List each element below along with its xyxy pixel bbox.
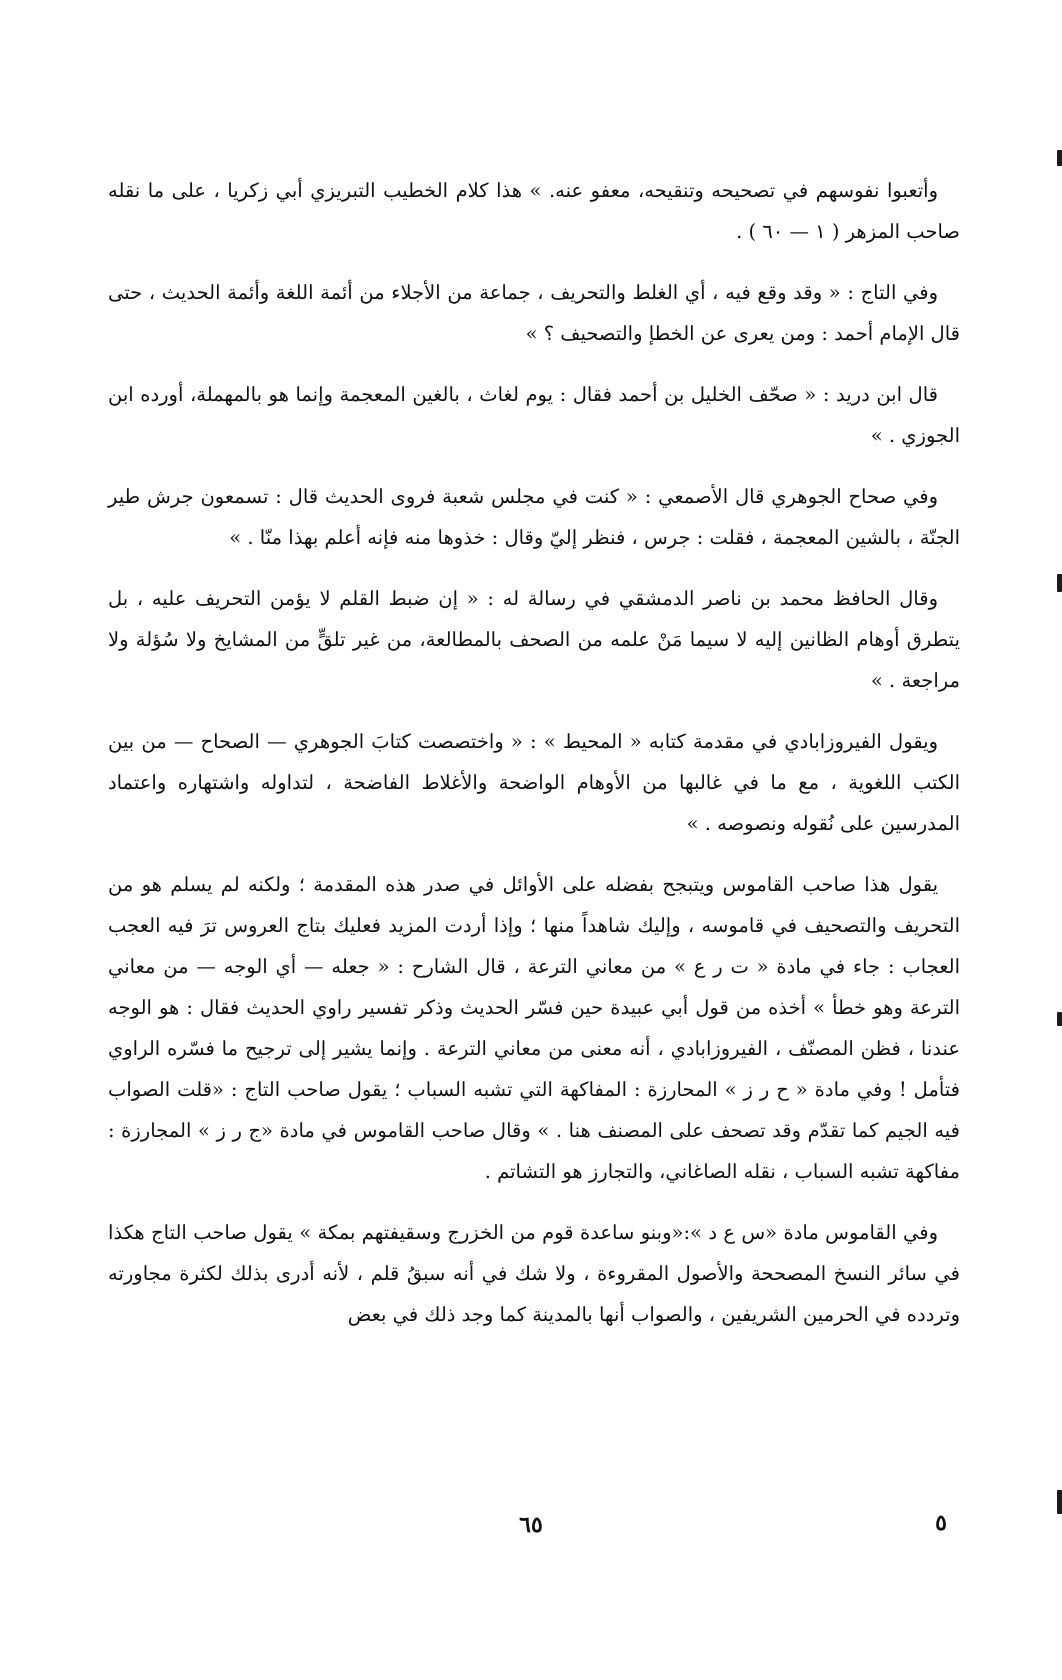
scan-edge-mark	[1057, 1012, 1062, 1026]
paragraph-sihah-asmai: وفي صحاح الجوهري قال الأصمعي : « كنت في مجلس شعبة فروى الحديث قال : تسمعون جرش طير الجنّة ، بالشين المعجمة ، فقلت : جرس ، فنظر إليّ وقال : خذوها منه فإنه أعلم بهذا منّا . »	[108, 485, 960, 549]
paragraph-taj-quote: وفي التاج : « وقد وقع فيه ، أي الغلط والتحريف ، جماعة من الأجلاء من أئمة اللغة وأئمة الحديث ، حتى قال الإمام أحمد : ومن يعرى عن الخطإ والتصحيف ؟ »	[108, 281, 960, 345]
body-text	[108, 170, 960, 1355]
paragraph-banu-saida: وفي القاموس مادة «س ع د »:«وبنو ساعدة قوم من الخزرج وسقيفتهم بمكة » يقول صاحب التاج هكذا في سائر النسخ المصححة والأصول المقروءة ، ولا شك في أنه سبقُ قلم ، لأنه أدرى بذلك لكثرة مجاورته وتردده في الحرمين الشريفين ، والصواب أنها بالمدينة كما وجد ذلك في بعض	[108, 1221, 960, 1326]
paragraph-ibn-nasir: وقال الحافظ محمد بن ناصر الدمشقي في رسالة له : « إن ضبط القلم لا يؤمن التحريف عليه ، بل يتطرق أوهام الظانين إليه لا سيما مَنْ علمه من الصحف بالمطالعة، من غير تلقٍّ من المشايخ ولا سُؤلة ولا مراجعة . »	[108, 587, 960, 692]
paragraph-tabrizi-quote: وأتعبوا نفوسهم في تصحيحه وتنقيحه، معفو عنه. » هذا كلام الخطيب التبريزي أبي زكريا ، على ما نقله صاحب المزهر ( ١ — ٦٠ ) .	[108, 179, 960, 243]
signature-mark: ٥	[935, 1510, 947, 1536]
page-number: ٦٥	[519, 1512, 543, 1538]
paragraph-qamus-errors: يقول هذا صاحب القاموس ويتبجح بفضله على الأوائل في صدر هذه المقدمة ؛ ولكنه لم يسلم هو من التحريف والتصحيف في قاموسه ، وإليك شاهداً منها ؛ وإذا أردت المزيد فعليك بتاج العروس ترَ فيه العجب العجاب : جاء في مادة « ت ر ع » من معاني الترعة ، قال الشارح : « جعله — أي الوجه — من معاني الترعة وهو خطأ » أخذه من قول أبي عبيدة حين فسّر الحديث وذكر تفسير راوي الحديث فقال : هو الوجه عندنا ، فظن المصنّف ، الفيروزابادي ، أنه معنى من معاني الترعة . وإنما يشير إلى ترجيح ما فسّره الراوي فتأمل ! وفي مادة « ح ر ز » المحارزة : المفاكهة التي تشبه السباب ؛ يقول صاحب التاج : «قلت الصواب فيه الجيم كما تقدّم وقد تصحف على المصنف هنا . » وقال صاحب القاموس في مادة «ج ر ز » المجارزة : مفاكهة تشبه السباب ، نقله الصاغاني، والتجارز هو التشاتم .	[108, 873, 960, 1183]
scan-edge-mark	[1057, 1490, 1062, 1514]
scan-edge-mark	[1057, 574, 1062, 592]
scan-edge-mark	[1057, 150, 1062, 166]
paragraph-ibn-durayd: قال ابن دريد : « صحّف الخليل بن أحمد فقال : يوم لغاث ، بالغين المعجمة وإنما هو بالمهملة، أورده ابن الجوزي . »	[108, 383, 960, 447]
paragraph-firuzabadi: ويقول الفيروزابادي في مقدمة كتابه « المحيط » : « واختصصت كتابَ الجوهري — الصحاح — من بين الكتب اللغوية ، مع ما في غالبها من الأوهام الواضحة والأغلاط الفاضحة ، لتداوله واشتهاره واعتماد المدرسين على نُقوله ونصوصه . »	[108, 730, 960, 835]
